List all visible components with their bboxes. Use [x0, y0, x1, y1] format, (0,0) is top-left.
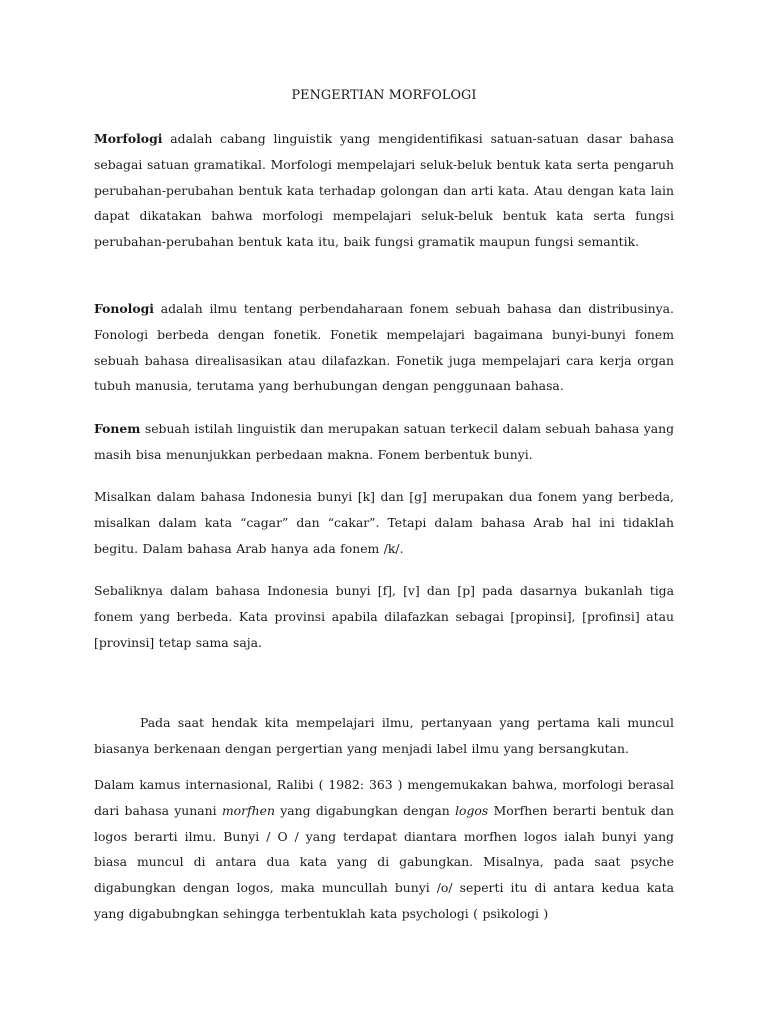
italic-term-morfhen: morfhen — [221, 802, 275, 818]
paragraph-fonem — [94, 416, 674, 468]
paragraph-fonologi — [94, 296, 674, 399]
paragraph-text: adalah cabang linguistik yang mengidentifikasi satuan-satuan dasar bahasa sebagai satuan gramatikal. Morfologi mempelajari seluk-beluk bentuk kata serta pengaruh perubahan-perubahan bentuk kata terhadap golongan dan arti kata. Atau dengan kata lain dapat dikatakan bahwa morfologi mempelajari seluk-beluk bentuk kata serta fungsi perubahan-perubahan bentuk kata itu, baik fungsi gramatik maupun fungsi semantik. — [94, 131, 674, 250]
italic-term-logos: logos — [455, 802, 489, 818]
paragraph-misalkan: Misalkan dalam bahasa Indonesia bunyi [k] dan [g] merupakan dua fonem yang berbeda, misalkan dalam kata “cagar” dan “cakar”. Tetapi dalam bahasa Arab hal ini tidaklah begitu. Dalam bahasa Arab hanya ada fonem /k/. — [94, 489, 674, 556]
term-fonologi: Fonologi — [94, 301, 154, 316]
paragraph-text: sebuah istilah linguistik dan merupakan satuan terkecil dalam sebuah bahasa yang masih bisa menunjukkan perbedaan makna. Fonem berbentuk bunyi. — [94, 421, 674, 462]
term-morfologi: Morfologi — [94, 131, 163, 146]
paragraph-morfologi — [94, 126, 674, 255]
paragraph-sebaliknya: Sebaliknya dalam bahasa Indonesia bunyi [f], [v] dan [p] pada dasarnya bukanlah tiga fonem yang berbeda. Kata provinsi apabila dilafazkan sebagai [propinsi], [profinsi] atau [provinsi] tetap sama saja. — [94, 583, 674, 650]
page-title: PENGERTIAN MORFOLOGI — [291, 88, 477, 103]
term-fonem: Fonem — [94, 421, 141, 436]
paragraph-kamus-internasional — [94, 772, 674, 927]
paragraph-text: adalah ilmu tentang perbendaharaan fonem sebuah bahasa dan distribusinya. Fonologi berbeda dengan fonetik. Fonetik mempelajari bagaimana bunyi-bunyi fonem sebuah bahasa direalisasikan atau dilafazkan. Fonetik juga mempelajari cara kerja organ tubuh manusia, terutama yang berhubungan dengan penggunaan bahasa. — [94, 301, 674, 394]
paragraph-pada-saat: Pada saat hendak kita mempelajari ilmu, pertanyaan yang pertama kali muncul biasanya berkenaan dengan pergertian yang menjadi label ilmu yang bersangkutan. — [94, 715, 674, 756]
paragraph-text: yang digabungkan dengan — [274, 802, 456, 818]
paragraph-text: Dalam kamus internasional, Ralibi ( 1982: 363 ) mengemukakan bahwa, morfologi berasal dari bahasa yunani — [94, 777, 674, 818]
paragraph-text: Morfhen berarti bentuk dan logos berarti ilmu. Bunyi / O / yang terdapat diantara morfhen logos ialah bunyi yang biasa muncul di antara dua kata yang di gabungkan. Misalnya, pada saat psyche digabungkan dengan logos, maka muncullah bunyi /o/ seperti itu di antara kedua kata yang digabubngkan sehingga terbentuklah kata psychologi ( psikologi ) — [94, 802, 674, 921]
